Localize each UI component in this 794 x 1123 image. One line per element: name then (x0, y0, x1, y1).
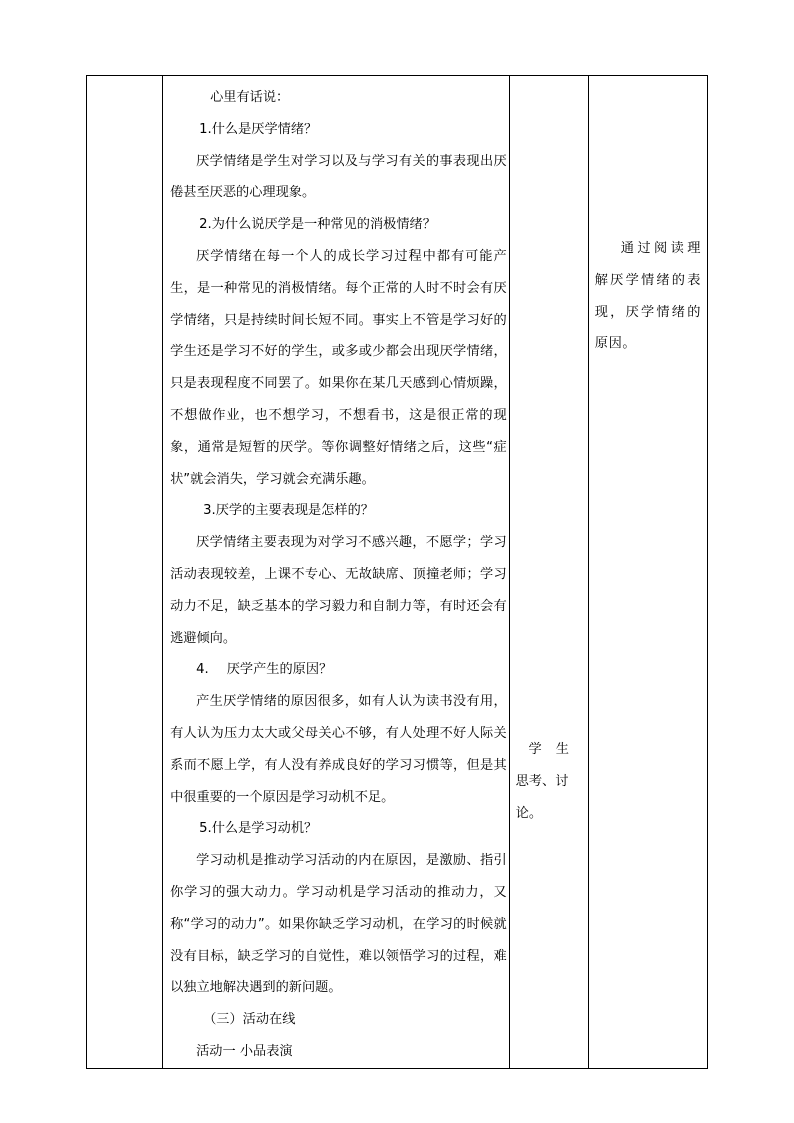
answer-3: 厌学情绪主要表现为对学习不感兴趣，不愿学；学习活动表现较差，上课不专心、无故缺席、顶撞老师；学习动力不足，缺乏基本的学习毅力和自制力等，有时还会有逃避倾向。 (170, 535, 507, 646)
section-heading: 心里有话说： (210, 90, 290, 105)
question-1: 1.什么是厌学情绪？ (199, 121, 318, 137)
answer-5: 学习动机是推动学习活动的内在原因，是激励、指引你学习的强大动力。学习动机是学习活动的推动力，又称“学习的动力”。如果你缺乏学习动机，在学习的时候就没有目标，缺乏学习的自觉性，难以领悟学习的过程，难以独立地解决遇到的新问题。 (170, 853, 507, 996)
table-row (87, 76, 708, 1069)
section-3-heading: （三）活动在线 (203, 1012, 296, 1028)
question-4 (170, 654, 507, 686)
question-4-text: 厌学产生的原因？ (226, 662, 333, 678)
empty-cell (87, 76, 163, 1069)
answer-4: 产生厌学情绪的原因很多，如有人认为读书没有用，有人认为压力太大或父母关心不够，有人处理不好人际关系而不愿上学，有人没有养成良好的学习习惯等，但是其中很重要的一个原因是学习动机不足。 (170, 694, 507, 805)
question-2: 2.为什么说厌学是一种常见的消极情绪？ (199, 217, 436, 233)
answer-1: 厌学情绪是学生对学习以及与学习有关的事表现出厌倦甚至厌恶的心理现象。 (170, 153, 507, 201)
student-activity-cell (509, 76, 588, 1069)
design-intent-cell (588, 76, 707, 1069)
answer-2: 厌学情绪在每一个人的成长学习过程中都有可能产生，是一种常见的消极情绪。每个正常的人时不时会有厌学情绪，只是持续时间长短不同。事实上不管是学习好的学生还是学习不好的学生，或多或少都会出现厌学情绪，只是表现程度不同罢了。如果你在某几天感到心情烦躁，不想做作业，也不想学习，不想看书，这是很正常的现象，通常是短暂的厌学。等你调整好情绪之后，这些“症状”就会消失，学习就会充满乐趣。 (170, 248, 507, 487)
question-3: 3.厌学的主要表现是怎样的？ (203, 503, 374, 519)
activity-1-heading: 活动一 小品表演 (196, 1043, 293, 1059)
lesson-plan-table (86, 75, 708, 1069)
student-activity-line-1: 学生 (528, 742, 583, 757)
design-intent-text: 通过阅读理解厌学情绪的表现，厌学情绪的原因。 (594, 241, 701, 352)
question-4-number: 4. (196, 662, 209, 678)
teaching-content-cell (163, 76, 510, 1069)
student-activity-line-2: 思考、讨论。 (515, 773, 569, 821)
question-5: 5.什么是学习动机？ (199, 821, 318, 837)
